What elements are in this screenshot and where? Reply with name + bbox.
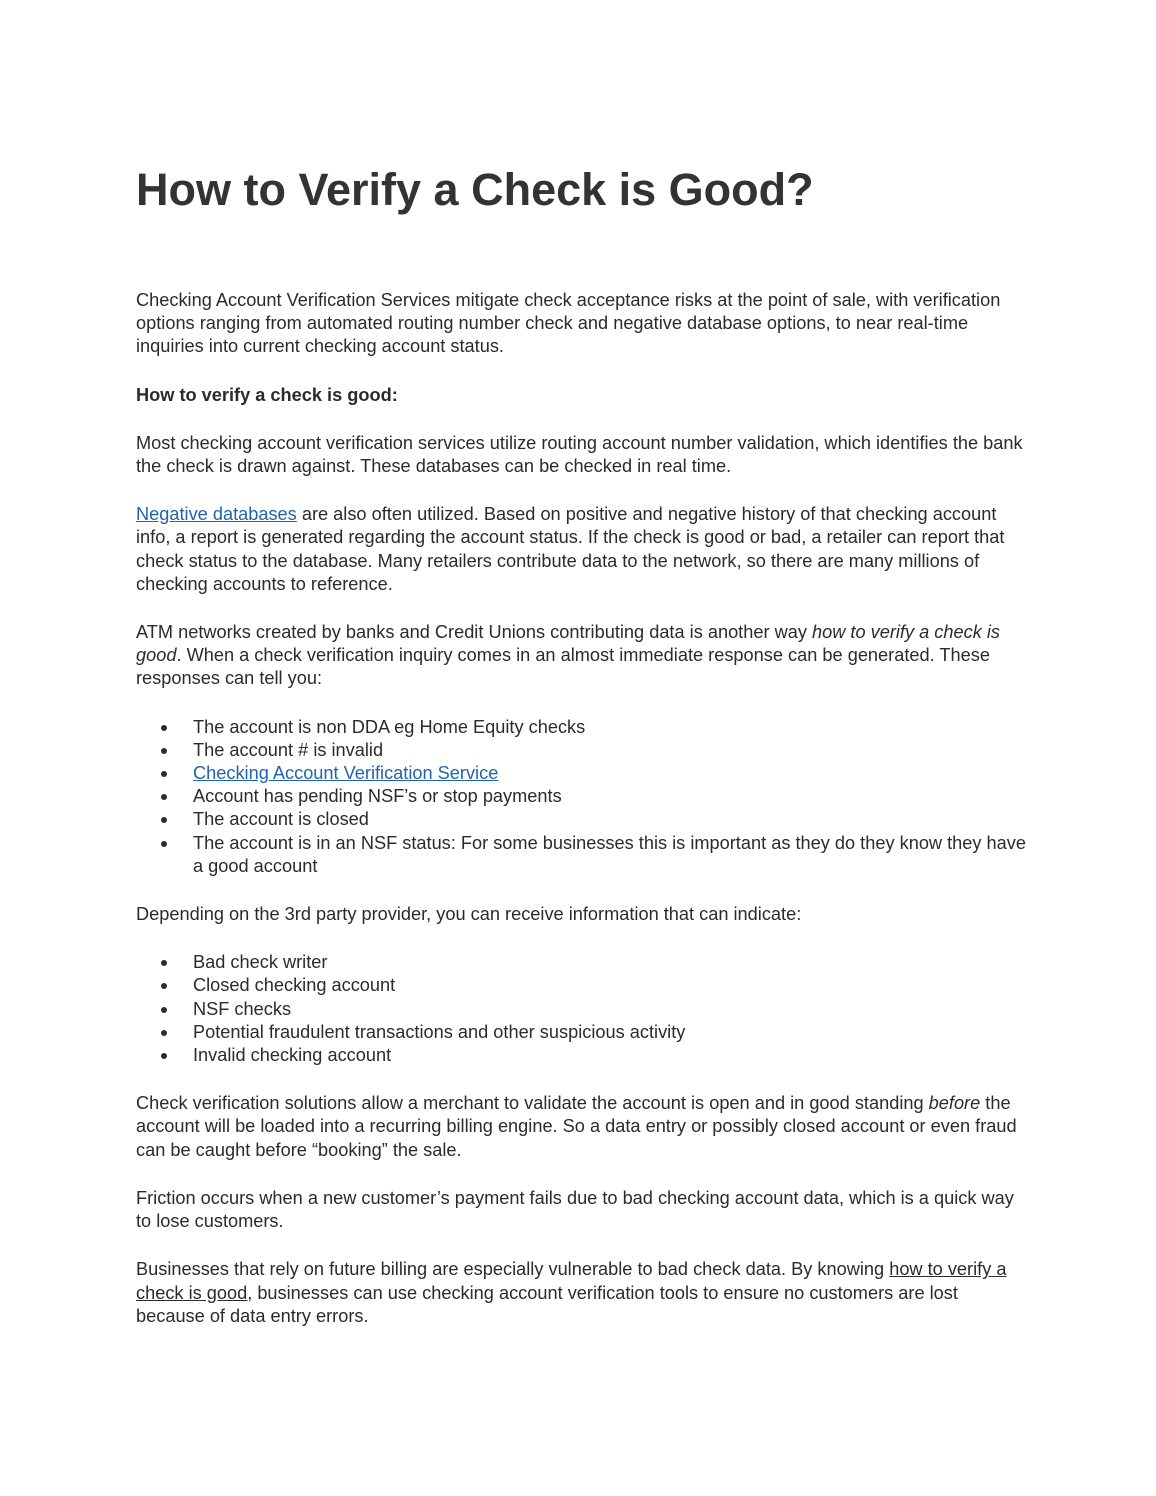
page-title: How to Verify a Check is Good? xyxy=(136,164,814,215)
indicators-list xyxy=(136,951,1026,1067)
section-subheading: How to verify a check is good: xyxy=(136,384,398,405)
businesses-text-before: Businesses that rely on future billing are especially vulnerable to bad check data. By knowing xyxy=(136,1259,890,1280)
atm-paragraph xyxy=(136,621,1026,691)
document-body xyxy=(136,289,1026,1353)
how-to-verify-link[interactable]: how to verify a check is good, xyxy=(136,1259,1007,1303)
negative-databases-link[interactable]: Negative databases xyxy=(136,504,297,525)
friction-paragraph: Friction occurs when a new customer’s payment fails due to bad checking account data, which is a quick way to lose customers. xyxy=(136,1187,1014,1232)
list-item: Account has pending NSF’s or stop payments xyxy=(193,785,1026,808)
negative-databases-text: are also often utilized. Based on positive and negative history of that checking account info, a report is generated regarding the account status. If the check is good or bad, a retailer can report that check status to the database. Many retailers contribute data to the network, so there are many millions of checking accounts to reference. xyxy=(136,504,1005,594)
provider-paragraph: Depending on the 3rd party provider, you can receive information that can indicate: xyxy=(136,904,802,925)
negative-databases-paragraph xyxy=(136,503,1026,596)
atm-italic-phrase: how to verify a check is good xyxy=(136,622,1000,666)
list-item: NSF checks xyxy=(193,998,1026,1021)
list-item: The account is non DDA eg Home Equity checks xyxy=(193,716,1026,739)
list-item: The account is closed xyxy=(193,808,1026,831)
list-item: Bad check writer xyxy=(193,951,1026,974)
responses-list xyxy=(136,716,1026,878)
checking-account-verification-service-link[interactable]: Checking Account Verification Service xyxy=(193,763,499,784)
intro-paragraph: Checking Account Verification Services mitigate check acceptance risks at the point of sale, with verification options ranging from automated routing number check and negative database options, to near real-time inquiries into current checking account status. xyxy=(136,290,1001,357)
solutions-paragraph xyxy=(136,1092,1026,1162)
routing-paragraph: Most checking account verification services utilize routing account number validation, which identifies the bank the check is drawn against. These databases can be checked in real time. xyxy=(136,432,1023,477)
solutions-italic-word: before xyxy=(928,1093,981,1114)
list-item: Potential fraudulent transactions and other suspicious activity xyxy=(193,1021,1026,1044)
atm-text-after: . When a check verification inquiry comes in an almost immediate response can be generated. These responses can tell you: xyxy=(136,645,990,689)
list-item: The account is in an NSF status: For some businesses this is important as they do they know they have a good account xyxy=(193,832,1026,878)
businesses-paragraph xyxy=(136,1258,1026,1328)
list-item: Invalid checking account xyxy=(193,1044,1026,1067)
list-item: The account # is invalid xyxy=(193,739,1026,762)
solutions-text-before: Check verification solutions allow a merchant to validate the account is open and in good standing xyxy=(136,1093,929,1114)
businesses-text-after: businesses can use checking account verification tools to ensure no customers are lost because of data entry errors. xyxy=(136,1282,958,1326)
list-item xyxy=(193,762,1026,785)
list-item: Closed checking account xyxy=(193,974,1026,997)
solutions-text-after: the account will be loaded into a recurring billing engine. So a data entry or possibly closed account or even fraud can be caught before “booking” the sale. xyxy=(136,1093,1017,1160)
atm-text-before: ATM networks created by banks and Credit Unions contributing data is another way xyxy=(136,622,812,643)
